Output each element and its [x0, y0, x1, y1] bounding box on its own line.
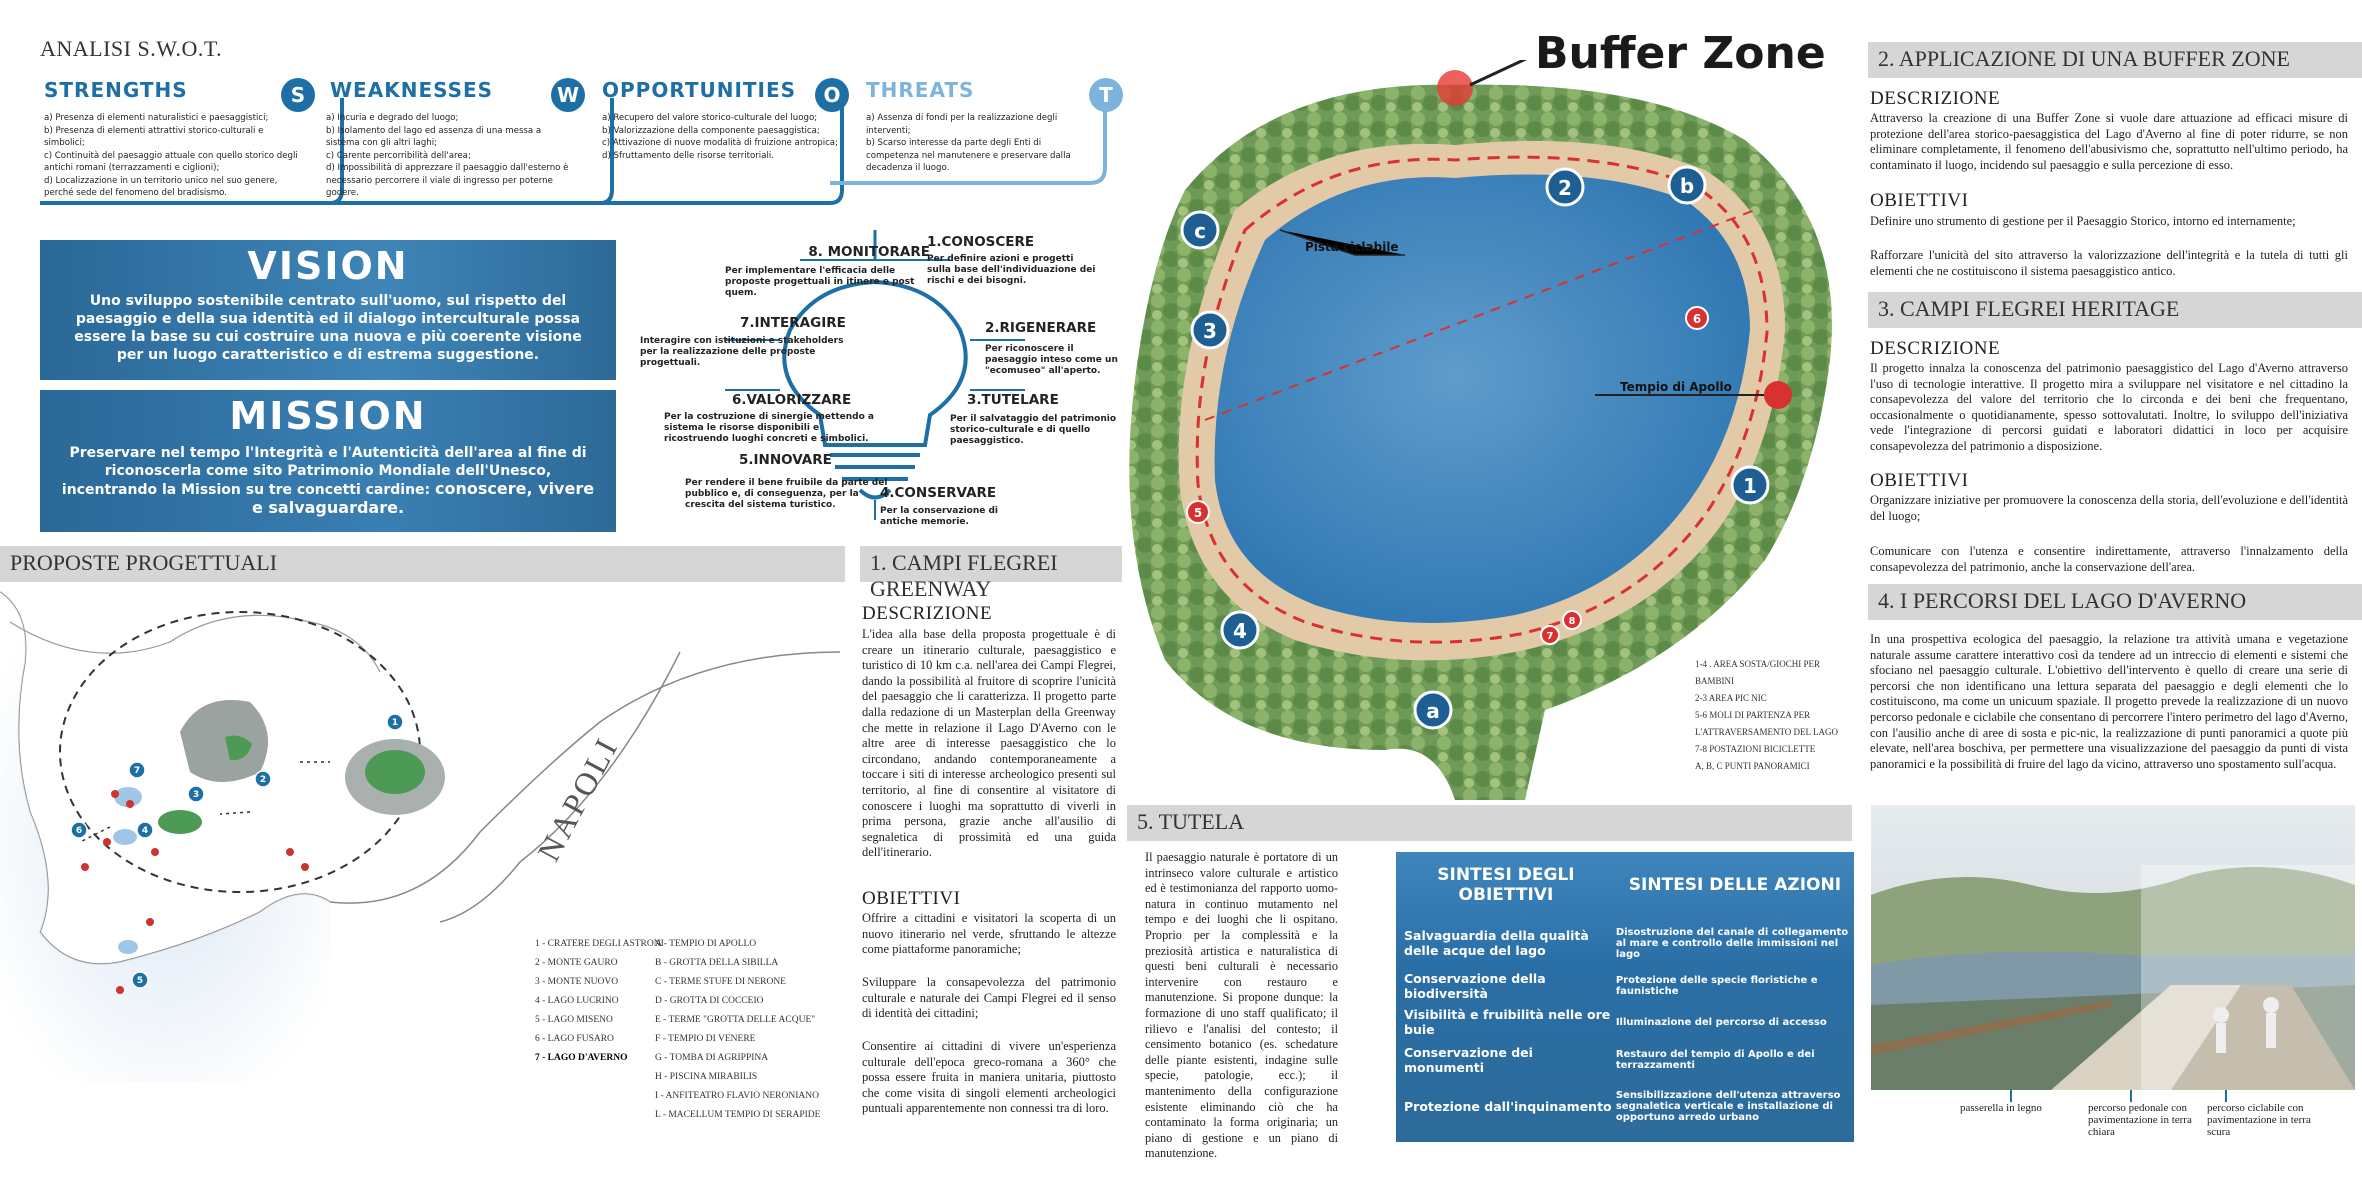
cycle-step-2-desc: Per riconoscere il paesaggio inteso come un "ecomuseo" all'aperto. — [985, 344, 1118, 376]
strengths-letter: S — [281, 78, 315, 112]
weaknesses-title: WEAKNESSES — [330, 78, 494, 102]
sintesi-row-obj: Conservazione della biodiversità — [1404, 971, 1546, 1001]
svg-text:5: 5 — [1193, 506, 1203, 520]
caption-ciclabile: percorso ciclabile con pavimentazione in terra scura — [2207, 1102, 2311, 1138]
pin-7: 7 — [133, 766, 141, 776]
sintesi-row-obj: Conservazione dei monumenti — [1404, 1045, 1533, 1075]
svg-text:b: b — [1679, 174, 1695, 198]
cycle-step-7-desc: Interagire con istituzioni e stakeholders per la realizzazione delle proposte progettuali. — [640, 336, 844, 368]
opportunities-list: a) Recupero del valore storico-culturale del luogo; b) Valorizzazione della componente paesaggistica; c) Attivazione di nuove modalità di fruizione antropica; d) Sfruttamento delle risorse territoriali. — [602, 113, 838, 161]
pin-2: 2 — [259, 775, 267, 785]
map-legend-letters: A - TEMPIO DI APOLLO B - GROTTA DELLA SIBILLA C - TERME STUFE DI NERONE D - GROTTA DI COCCEIO E - TERME "GROTTA DELLE ACQUE" F - TEMPIO DI VENERE G - TOMBA DI AGRIPPINA H - PISCINA MIRABILIS I - ANFITEATRO FLAVIO NERONIANO L - MACELLUM TEMPIO DI SERAPIDE — [655, 939, 821, 1120]
sintesi-row-act: Restauro del tempio di Apollo e dei terrazzamenti — [1615, 1049, 1815, 1071]
s3-obj-1: Organizzare iniziative per promuovere la conoscenza della storia, dell'evoluzione e dell'identità del luogo; — [1870, 493, 2348, 523]
proposte-title: PROPOSTE PROGETTUALI — [10, 550, 278, 575]
sintesi-row-obj: Protezione dall'inquinamento — [1404, 1098, 1612, 1114]
s2-obj-2: Rafforzare l'unicità del sito attraverso la valorizzazione dell'integrità e la tutela di tutti gli elementi che ne costituiscono il sistema paesaggistico antico. — [1870, 248, 2348, 278]
cycle-step-8-desc: Per implementare l'efficacia delle proposte progettuali in itinere e post quem. — [725, 266, 915, 298]
strengths-title: STRENGTHS — [44, 78, 188, 102]
vision-title: VISION — [247, 244, 409, 288]
s2-title: 2. APPLICAZIONE DI UNA BUFFER ZONE — [1878, 46, 2290, 71]
svg-text:3: 3 — [1203, 319, 1217, 343]
threats-title: THREATS — [866, 78, 975, 102]
sintesi-row-act: Protezione delle specie floristiche e faunistiche — [1615, 975, 1818, 997]
vision-text: Uno sviluppo sostenibile centrato sull'uomo, sul rispetto del paesaggio e della sua identità ed il dialogo interculturale possa essere la base su cui costruire una nuova e più coerente visione per un luogo caratteristico e di estrema suggestione. — [74, 293, 582, 363]
svg-text:2: 2 — [1558, 176, 1572, 200]
vision-panel — [40, 240, 616, 380]
s2-obj-heading: OBIETTIVI — [1870, 190, 1969, 211]
marker-2 — [1547, 169, 1583, 205]
opportunities-title: OPPORTUNITIES — [602, 78, 797, 102]
s4-title: 4. I PERCORSI DEL LAGO D'AVERNO — [1878, 588, 2247, 613]
cycle-step-4-desc: Per la conservazione di antiche memorie. — [880, 506, 999, 527]
pin-6: 6 — [75, 826, 83, 836]
cycle-step-1-desc: Per definire azioni e progetti sulla base dell'individuazione dei rischi e dei bisogni. — [927, 254, 1096, 286]
percorsi-render — [1871, 805, 2355, 1090]
cycle-step-3: 3.TUTELARE — [967, 392, 1059, 408]
cycle-step-1: 1.CONOSCERE — [927, 234, 1035, 250]
marker-3 — [1192, 312, 1228, 348]
s2-desc-heading: DESCRIZIONE — [1870, 88, 2001, 109]
mission-title: MISSION — [229, 394, 427, 438]
marker-5 — [1187, 501, 1209, 523]
threats-letter: T — [1089, 78, 1123, 112]
city-label: NAPOLI — [530, 730, 626, 867]
s3-desc-heading: DESCRIZIONE — [1870, 338, 2001, 359]
mission-panel — [40, 390, 616, 532]
svg-text:a: a — [1426, 699, 1440, 723]
sintesi-row-act: Disostruzione del canale di collegamento al mare e controllo delle immissioni nel lago — [1615, 926, 1849, 960]
s3-obj-heading: OBIETTIVI — [1870, 470, 1969, 491]
greenway-obj-3: Consentire ai cittadini di vivere un'esperienza culturale dell'epoca greco-romana a 360° che possa essere fruita in maniera unitaria, piuttosto che come visita di singoli elementi archeologici puntuali apparentemente non connessi tra di loro. — [862, 1039, 1116, 1116]
sintesi-azioni-heading: SINTESI DELLE AZIONI — [1628, 875, 1842, 895]
marker-6 — [1686, 307, 1708, 329]
marker-1 — [1732, 467, 1768, 503]
svg-text:7: 7 — [1546, 631, 1554, 642]
threats-list: a) Assenza di fondi per la realizzazione degli interventi; b) Scarso interesse da parte degli Enti di competenza nel manutenere e preservare dalla decadenza il luogo. — [866, 113, 1071, 173]
weaknesses-list: a) Incuria e degrado del luogo; b) Isolamento del lago ed assenza di una messa a sistema con gli altri laghi; c) Carente percorribilità dell'area; d) Impossibilità di apprezzare il paesaggio dall'esterno è necessario percorrere il viale di ingresso per poterne godere. — [326, 113, 569, 198]
pin-3: 3 — [192, 790, 200, 800]
greenway-bar — [860, 546, 1122, 601]
cycle-step-7: 7.INTERAGIRE — [740, 315, 846, 331]
s2-bar — [1868, 42, 2362, 78]
marker-b — [1669, 167, 1705, 203]
greenway-obj-heading: OBIETTIVI — [862, 888, 961, 909]
s3-title: 3. CAMPI FLEGREI HERITAGE — [1878, 296, 2180, 321]
svg-text:c: c — [1194, 219, 1206, 243]
pista-label: Pista ciclabile — [1305, 240, 1399, 254]
cycle-step-2: 2.RIGENERARE — [985, 320, 1097, 336]
sintesi-row-act: Sensibilizzazione dell'utenza attraverso segnaletica verticale e installazione di opportuno arredo urbano — [1615, 1089, 1841, 1123]
greenway-desc-heading: DESCRIZIONE — [862, 603, 993, 624]
greenway-title: 1. CAMPI FLEGREI GREENWAY — [870, 550, 1058, 601]
cycle-step-6-desc: Per la costruzione di sinergie mettendo a sistema le risorse disponibili e ricostruendo luoghi concreti e simbolici. — [664, 412, 874, 444]
tutela-bar — [1127, 805, 1852, 841]
s2-desc: Attraverso la creazione di una Buffer Zone si vuole dare attuazione ad efficaci misure di protezione dell'area storico-paesaggistica del Lago d'Averno al fine di poter ridurre, se non eliminare completamente, il fenomeno dell'abusivismo che, soprattutto nell'ultimo periodo, ha contaminato il luogo, incidendo sul paesaggio e sulla percezione di esso. — [1870, 111, 2348, 172]
tutela-title: 5. TUTELA — [1137, 809, 1245, 834]
cycle-step-5-desc: Per rendere il bene fruibile da parte del pubblico e, di conseguenza, per la crescita del sistema turistico. — [685, 478, 888, 510]
marker-8 — [1563, 611, 1581, 629]
s3-obj-2: Comunicare con l'utenza e consentire indirettamente, attraverso l'innalzamento della consapevolezza del patrimonio, anche la conservazione dell'area. — [1870, 544, 2348, 574]
caption-passerella: passerella in legno — [1960, 1102, 2042, 1114]
pin-1: 1 — [391, 718, 399, 728]
proposte-bar — [0, 546, 845, 582]
mission-keywords: conoscere, vivere e salvaguardare. — [251, 479, 595, 517]
marker-4 — [1222, 612, 1258, 648]
opportunities-letter: O — [815, 78, 849, 112]
sintesi-row-obj: Salvaguardia della qualità delle acque del lago — [1404, 928, 1589, 958]
pin-4: 4 — [141, 826, 149, 836]
tutela-text: Il paesaggio naturale è portatore di un intrinseco valore culturale e artistico ed è testimonianza del rapporto uomo-natura in continuo mutamento nel tempo e dei luoghi che li ospitano. Proprio per la complessità e la preziosità artistica e naturalistica di questi beni culturali è necessario intervenire con restauro e manutenzione. Si propone dunque: la formazione di uno staff qualificato; il rilievo e l'analisi del contesto; il censimento botanico (es. schedature delle piante esistenti, indagine sulle specie, patologie, ecc.); il mantenimento della configurazione esistente eliminando ciò che ha contaminato la forma originaria; un piano di gestione e un piano di manutenzione. — [1145, 850, 1338, 1161]
svg-text:4: 4 — [1233, 619, 1247, 643]
cycle-step-8: 8. MONITORARE — [808, 244, 930, 260]
greenway-desc: L'idea alla base della proposta progettuale è di creare un itinerario culturale, paesaggistico e turistico di 10 km c.a. nell'area dei Campi Flegrei, dando la possibilità al fruitore di scoprire l'unicità del paesaggio che li caratterizza. Il progetto parte dalla redazione di un Masterplan della Greenway che mette in relazione il Lago D'Averno con le altre aree di interesse paesaggistico che lo circondano, andando contemporaneamente a toccare i siti di interesse archeologico presenti sul territorio, al fine di consentire al visitatore di conoscere i luoghi ma soprattutto di viverli in prima persona, grazie anche all'ausilio di segnaletica di prossimità ed una guida dell'itinerario. — [862, 627, 1116, 860]
buffer-title: Buffer Zone — [1535, 28, 1826, 79]
s4-text: In una prospettiva ecologica del paesaggio, la relazione tra attività umana e vegetazione naturale assume carattere interattivo così da tendere ad un intreccio di elementi e sistemi che sfociano nel paesaggio culturale. L'obiettivo dell'intervento è quello di creare una serie di percorsi che non identificano una lettura separata del paesaggio e degli elementi che lo costituiscono, ma come un unicuum spaziale. Il progetto prevede la realizzazione di un nuovo percorso pedonale e ciclabile che consentano di percorrere l'intero perimetro del lago d'Averno, con l'ausilio anche di aree di sosta e pic-nic, la realizzazione di punti panoramici a quote più elevate, nell'area boschiva, per permettere una visualizzazione del paesaggio da punti di vista panoramici e la possibilità di fruire del lago da vicino, attraverso uno spostamento sull'acqua. — [1870, 632, 2348, 771]
s3-bar — [1868, 292, 2362, 328]
svg-text:6: 6 — [1692, 312, 1702, 326]
marker-c — [1182, 212, 1218, 248]
greenway-obj-2: Sviluppare la consapevolezza del patrimonio culturale e naturale dei Campi Flegrei ed il senso di identità dei cittadini; — [862, 975, 1116, 1021]
s3-desc: Il progetto innalza la conoscenza del patrimonio paesaggistico del Lago d'Averno attraverso l'uso di tecnologie interattive. Il progetto mira a sviluppare nel visitatore e nel cittadino la consapevolezza del valore del territorio che lo circonda e dei beni che frequentano, occasionalmente o quotidianamente, spesso sottovalutati. Inoltre, lo sviluppo dell'iniziativa vede l'integrazione di percorsi guidati e laboratori didattici in loco per acquisire consapevolezza del patrimonio a disposizione. — [1870, 361, 2348, 453]
pin-5: 5 — [136, 976, 144, 986]
svg-text:1: 1 — [1743, 474, 1757, 498]
cycle-step-5: 5.INNOVARE — [739, 452, 832, 468]
sintesi-row-act: Illuminazione del percorso di accesso — [1615, 1016, 1827, 1028]
map-legend-numbers: 1 - CRATERE DEGLI ASTRONI 2 - MONTE GAURO 3 - MONTE NUOVO 4 - LAGO LUCRINO 5 - LAGO MISENO 6 - LAGO FUSARO 7 - LAGO D'AVERNO — [535, 939, 664, 1063]
strengths-list: a) Presenza di elementi naturalistici e paesaggistici; b) Presenza di elementi attrattivi storico-culturali e simbolici; c) Continuità del paesaggio attuale con quello storico degli antichi romani (terrazzamenti e ciglioni); d) Localizzazione in un territorio unico nel suo genere, perché sede del fenomeno del bradisismo. — [44, 113, 298, 198]
marker-7 — [1541, 626, 1559, 644]
s4-bar — [1868, 584, 2362, 620]
weaknesses-letter: W — [551, 78, 585, 112]
s2-obj-1: Definire uno strumento di gestione per il Paesaggio Storico, intorno ed internamente; — [1870, 214, 2296, 228]
greenway-obj-1: Offrire a cittadini e visitatori la scoperta di un nuovo itinerario nel verde, sfruttando le altezze come piattaforme panoramiche; — [862, 911, 1116, 957]
sintesi-panel — [1396, 852, 1854, 1142]
cycle-step-4: 4.CONSERVARE — [880, 485, 997, 501]
cycle-step-6: 6.VALORIZZARE — [732, 392, 852, 408]
sintesi-obiettivi-heading: SINTESI DEGLI OBIETTIVI — [1437, 865, 1575, 905]
mission-text: Preservare nel tempo l'Integrità e l'Autenticità dell'area al fine di riconoscerla come sito Patrimonio Mondiale dell'Unesco, incentrando la Mission su tre concetti cardine: — [61, 445, 587, 498]
buffer-legend: 1-4 . AREA SOSTA/GIOCHI PER BAMBINI 2-3 AREA PIC NIC 5-6 MOLI DI PARTENZA PER L'ATTRAVERSAMENTO DEL LAGO 7-8 POSTAZIONI BICICLETTE A, B, C PUNTI PANORAMICI — [1695, 659, 1838, 771]
caption-pedonale: percorso pedonale con pavimentazione in terra chiara — [2088, 1102, 2192, 1138]
svg-text:8: 8 — [1568, 616, 1576, 627]
cycle-step-3-desc: Per il salvataggio del patrimonio storico-culturale e di quello paesaggistico. — [950, 414, 1117, 446]
sintesi-row-obj: Visibilità e fruibilità nelle ore buie — [1404, 1007, 1611, 1037]
tempio-label: Tempio di Apollo — [1620, 380, 1732, 394]
swot-title: ANALISI S.W.O.T. — [40, 36, 223, 61]
marker-a — [1415, 692, 1451, 728]
